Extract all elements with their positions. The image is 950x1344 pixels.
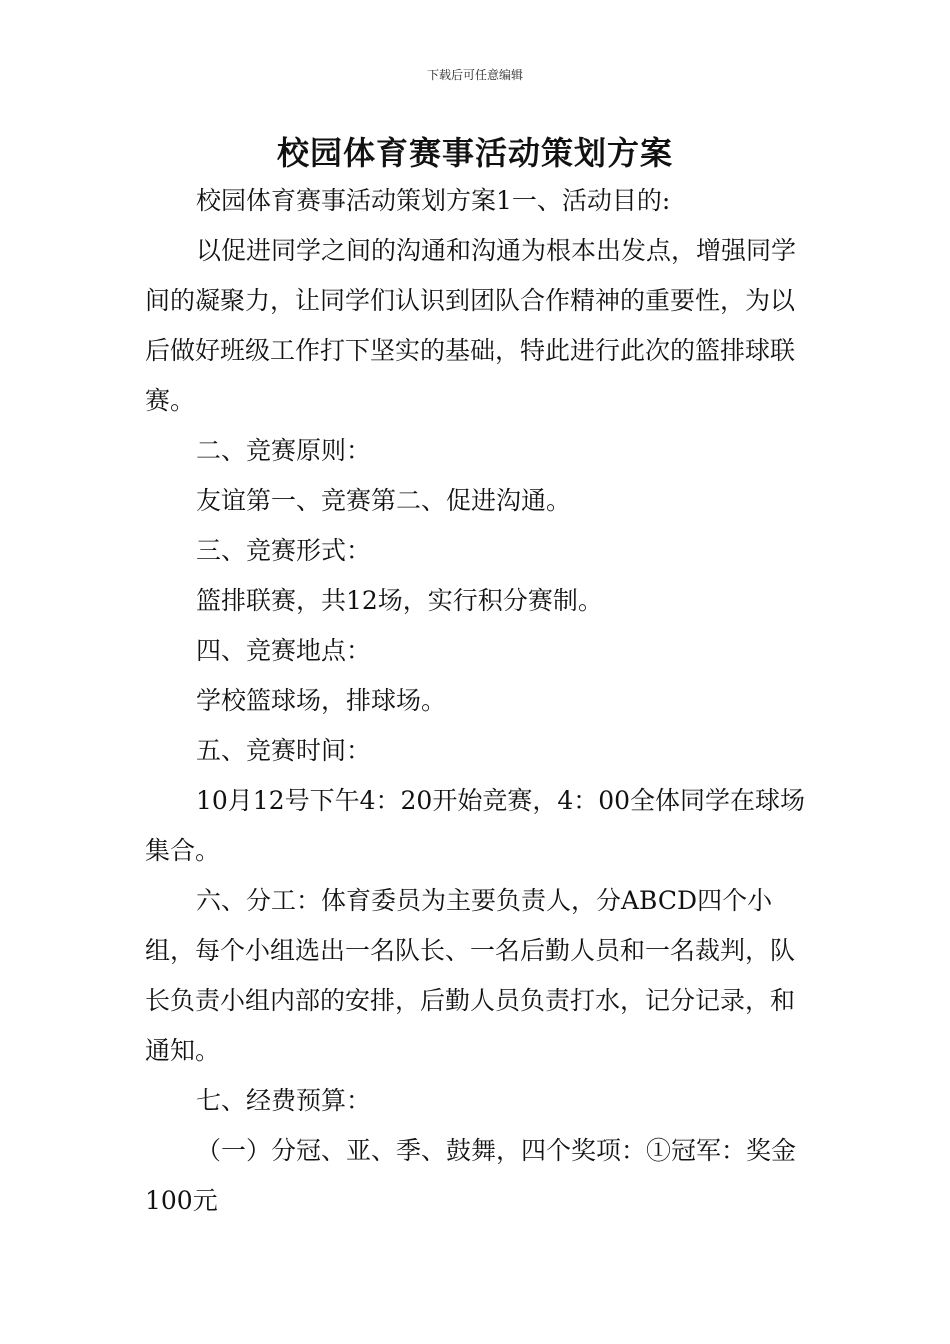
header-note: 下载后可任意编辑 (426, 68, 523, 82)
paragraph-awards: （一）分冠、亚、季、鼓舞，四个奖项：①冠军：奖金100元 (145, 1136, 797, 1215)
paragraph-venue: 学校篮球场，排球场。 (196, 686, 447, 715)
paragraph-time: 10月12号下午4：20开始竞赛，4：00全体同学在球场集合。 (145, 786, 806, 865)
document-body (145, 176, 807, 1226)
paragraph-division: 六、分工：体育委员为主要负责人，分ABCD四个小组，每个小组选出一名队长、一名后勤人员和一名裁判，队长负责小组内部的安排，后勤人员负责打水，记分记录，和通知。 (145, 886, 796, 1065)
heading-format: 三、竞赛形式： (196, 536, 372, 565)
paragraph-purpose: 以促进同学之间的沟通和沟通为根本出发点，增强同学间的凝聚力，让同学们认识到团队合作精神的重要性，为以后做好班级工作打下坚实的基础，特此进行此次的篮排球联赛。 (145, 236, 797, 415)
heading-budget: 七、经费预算： (196, 1086, 372, 1115)
paragraph-format: 篮排联赛，共12场，实行积分赛制。 (196, 586, 603, 615)
paragraph-principle: 友谊第一、竞赛第二、促进沟通。 (196, 486, 572, 515)
document-title: 校园体育赛事活动策划方案 (276, 134, 673, 172)
heading-principle: 二、竞赛原则： (196, 436, 372, 465)
paragraph-intro: 校园体育赛事活动策划方案1一、活动目的: (196, 186, 671, 215)
heading-venue: 四、竞赛地点： (196, 636, 372, 665)
heading-time: 五、竞赛时间： (196, 736, 372, 765)
